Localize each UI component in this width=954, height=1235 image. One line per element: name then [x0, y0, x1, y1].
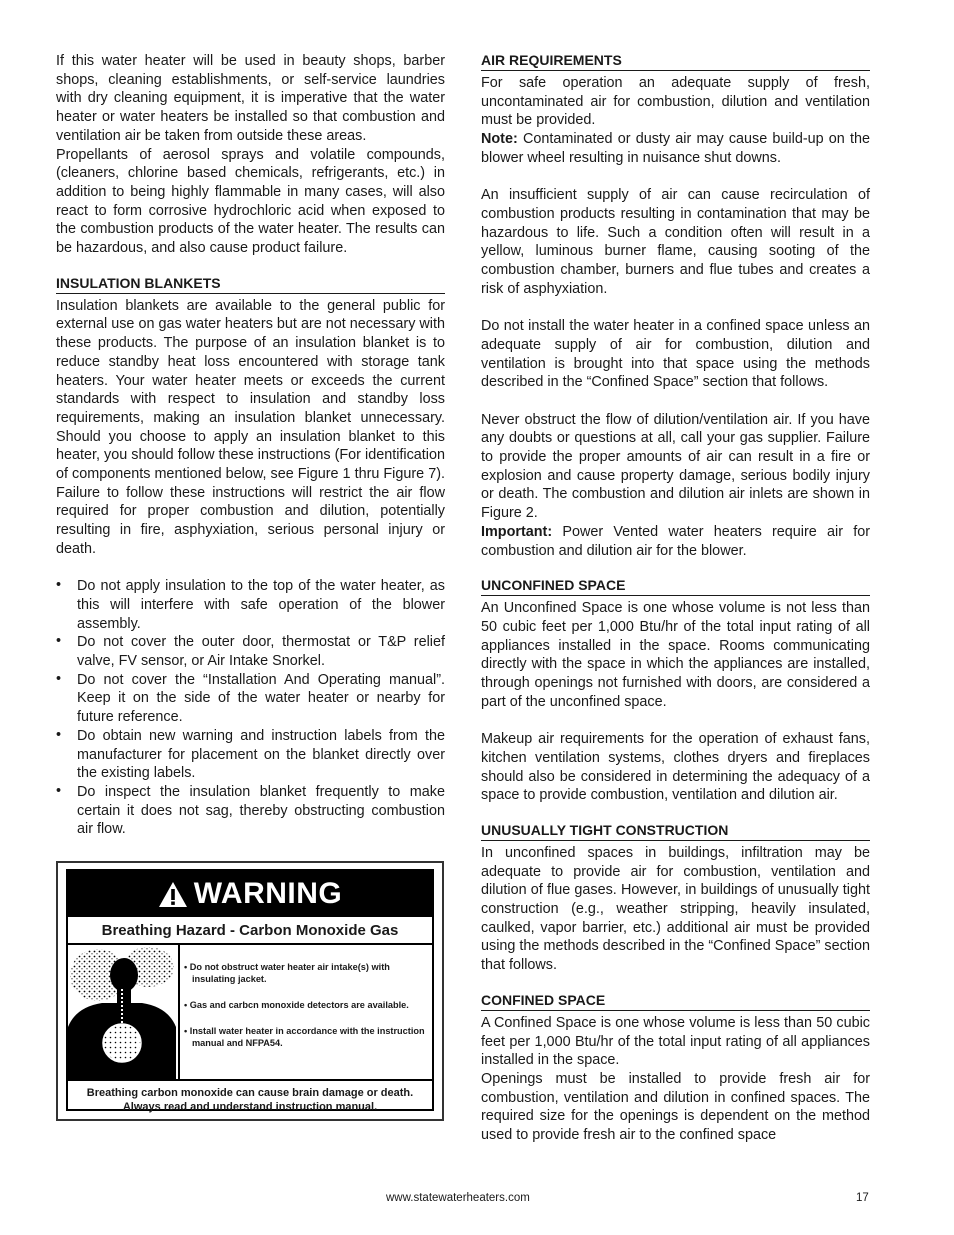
- left-column: [56, 52, 445, 839]
- bullet-icon: •: [56, 670, 62, 687]
- air-requirements-paragraph-1: For safe operation an adequate supply of fresh, uncontaminated air for combustion, dilution and ventilation must be provided.: [481, 75, 870, 129]
- unusually-tight-construction-paragraph: In unconfined spaces in buildings, infiltration may be adequate to provide air for combustion, ventilation and dilution of flue gases. However, in buildings of unusually tight construction (e.g., weather stripping, heavily insulated, caulked, vapor barrier, etc.) additional air must be provided using the methods described in the “Confined Space” section that follows.: [481, 844, 870, 974]
- warning-label-inner: [66, 869, 434, 1111]
- unconfined-space-paragraph-2: Makeup air requirements for the operation of exhaust fans, kitchen ventilation systems, clothes dryers and fireplaces should also be considered in determining the adequacy of a space to provide combustion, ventilation and dilution air.: [481, 731, 870, 804]
- bullet-icon: •: [56, 577, 62, 594]
- air-requirements-paragraph-2: An insufficient supply of air can cause recirculation of combustion products resulting in contamination that may be hazardous to life. Such a condition often will result in a yellow, luminous burner flame, causing sooting of the combustion chamber, burners and flue tubes and creates a risk of asphyxiation.: [481, 187, 870, 297]
- confined-space-paragraph-1: A Confined Space is one whose volume is less than 50 cubic feet per 1,000 Btu/hr of the total input rating of all appliances installed in the space.: [481, 1014, 870, 1069]
- intro-paragraph-1: If this water heater will be used in beauty shops, barber shops, cleaning establishments, or self-service laundries with dry cleaning equipment, it is imperative that the water heater or water heaters be installed so that combustion and ventilation air be taken from outside these areas.: [56, 53, 445, 144]
- warning-footer-line-1: Breathing carbon monoxide can cause brain damage or death.: [86, 1087, 414, 1099]
- footer-website-url: www.statewaterheaters.com: [386, 1192, 530, 1204]
- warning-body: [68, 945, 432, 1081]
- insulation-blankets-text: Insulation blankets are available to the general public for external use on gas water heaters but are not necessary with these products. The purpose of an insulation blanket is to reduce standby heat loss encountered with storage tank heaters. Your water heater meets or exceeds the current standards with respect to insulation and standby loss requirements, making an insulation blanket unnecessary. Should you choose to apply an insulation blanket to this heater, you should follow these instructions (For identification of components mentioned below, see Figure 1 thru Figure 7). Failure to follow these instructions will restrict the air flow required for proper combustion and dilution, potentially resulting in fire, asphyxiation, serious personal injury or death.: [56, 297, 445, 557]
- insulation-blankets-heading: INSULATION BLANKETS: [56, 275, 445, 294]
- page-number: 17: [856, 1192, 869, 1204]
- insulation-bullet-list: [56, 577, 445, 839]
- confined-space-paragraph-2: Openings must be installed to provide fresh air for combustion, ventilation and dilution in confined spaces. The required size for the openings is dependent on the method used to provide fresh air to the confined space: [481, 1070, 870, 1144]
- unconfined-space-heading: UNCONFINED SPACE: [481, 577, 870, 596]
- warning-instructions: [180, 945, 432, 1079]
- bullet-item: • Do not cover the “Installation And Operating manual”. Keep it on the side of the water heater or nearby for future reference.: [56, 670, 445, 726]
- warning-triangle-icon: [158, 881, 188, 908]
- warning-item: • Install water heater in accordance with the instruction manual and NFPA54.: [184, 1026, 425, 1048]
- bullet-item: • Do inspect the insulation blanket frequently to make certain it does not sag, thereby obstructing combustion air flow.: [56, 783, 445, 838]
- bullet-icon: •: [56, 783, 62, 799]
- warning-footer: [68, 1081, 432, 1114]
- person-breathing-gas-icon: [68, 945, 176, 1079]
- warning-header: [68, 871, 432, 917]
- bullet-item: • Do obtain new warning and instruction labels from the manufacturer for placement on the blanket directly over the existing labels.: [56, 726, 445, 782]
- warning-label: [56, 861, 444, 1121]
- air-requirements-important: Important: Power Vented water heaters require air for combustion and dilution air for the blower.: [481, 523, 870, 559]
- air-requirements-paragraph-4: Never obstruct the flow of dilution/ventilation air. If you have any doubts or questions at all, call your gas supplier. Failure to provide the proper amounts of air can result in a fire or explosion and cause property damage, serious bodily injury or death. The combustion and dilution air inlets are shown in Figure 2.: [481, 411, 870, 522]
- carbon-monoxide-pictogram: [68, 945, 180, 1079]
- confined-space-heading: CONFINED SPACE: [481, 992, 870, 1011]
- warning-footer-line-2: Always read and understand instruction manual.: [122, 1101, 378, 1113]
- warning-item: • Do not obstruct water heater air intake(s) with insulating jacket.: [184, 962, 390, 984]
- unusually-tight-construction-heading: UNUSUALLY TIGHT CONSTRUCTION: [481, 822, 870, 841]
- warning-title: WARNING: [193, 877, 343, 910]
- important-label: Important:: [481, 523, 553, 540]
- air-requirements-paragraph-3: Do not install the water heater in a confined space unless an adequate supply of air for combustion, dilution and ventilation is brought into that space using the methods described in the “Confined Space” section that follows.: [481, 318, 870, 391]
- bullet-icon: •: [56, 633, 62, 650]
- warning-subtitle: Breathing Hazard - Carbon Monoxide Gas: [68, 917, 432, 945]
- bullet-item: • Do not cover the outer door, thermostat or T&P relief valve, FV sensor, or Air Intake Snorkel.: [56, 633, 445, 670]
- note-label: Note:: [481, 131, 518, 148]
- air-requirements-heading: AIR REQUIREMENTS: [481, 52, 870, 71]
- bullet-icon: •: [56, 726, 62, 743]
- right-column: [481, 52, 870, 1145]
- air-requirements-note: Note: Contaminated or dusty air may cause build-up on the blower wheel resulting in nuisance shut downs.: [481, 131, 870, 166]
- bullet-item: • Do not apply insulation to the top of the water heater, as this will interfere with safe operation of the blower assembly.: [56, 577, 445, 632]
- intro-paragraph-2: Propellants of aerosol sprays and volatile compounds, (cleaners, chlorine based chemicals, refrigerants, etc.) in addition to being highly flammable in many cases, will also react to form corrosive hydrochloric acid when exposed to the combustion products of the water heater. The results can be hazardous, and also cause product failure.: [56, 146, 445, 257]
- unconfined-space-paragraph-1: An Unconfined Space is one whose volume is not less than 50 cubic feet per 1,000 Btu/hr of the total input rating of all appliances installed in the space. Rooms communicating directly with the space in which the appliances are installed, through openings not furnished with doors, are considered a part of the unconfined space.: [481, 600, 870, 710]
- warning-item: • Gas and carbcn monoxide detectors are available.: [184, 1000, 409, 1010]
